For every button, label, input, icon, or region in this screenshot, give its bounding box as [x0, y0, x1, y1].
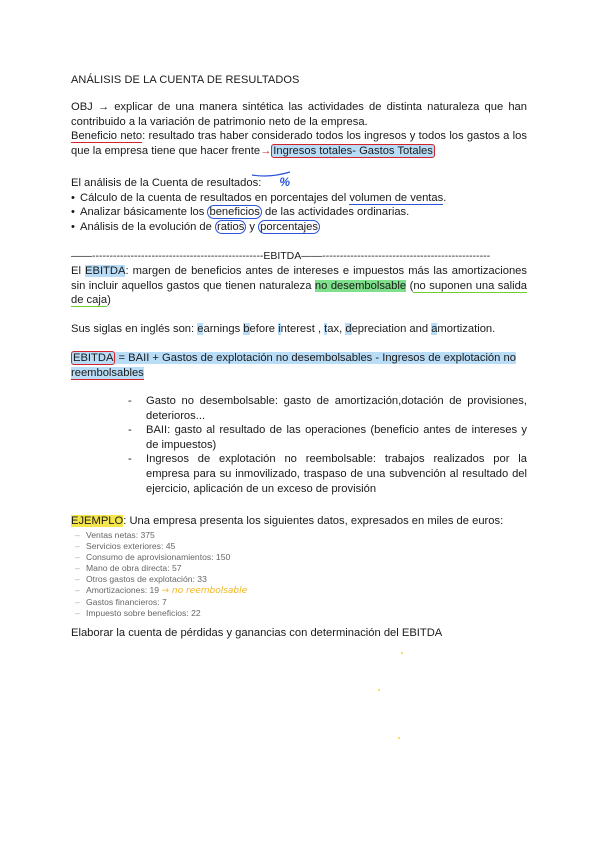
- letter-a: a: [431, 323, 438, 335]
- ebitda-formula: [71, 351, 527, 380]
- beneficio-neto-definition: : resultado tras haber considerado todos los ingresos y todos los gastos a los que la empresa tiene que hacer frente: [71, 130, 527, 157]
- ebitda-divider: [71, 249, 527, 264]
- data-item: – Servicios exteriores: 45: [75, 541, 247, 552]
- beneficio-formula: Ingresos totales- Gastos Totales: [273, 144, 433, 157]
- bullet-1-end: .: [443, 191, 447, 204]
- letter-i: i: [278, 323, 281, 335]
- word-tax: ax,: [327, 323, 346, 335]
- ebitda-definition: [71, 264, 527, 308]
- ink-dot: [401, 652, 403, 654]
- siglas-line: [71, 322, 527, 337]
- objective-paragraph: [71, 100, 527, 158]
- bullet-2-text: Analizar básicamente los: [80, 206, 208, 219]
- analisis-heading: El análisis de la Cuenta de resultados:: [71, 177, 262, 189]
- ebitda-term: EBITDA: [85, 265, 126, 277]
- formula-ebitda-term: EBITDA: [73, 352, 114, 364]
- amortizaciones-text: Amortizaciones: 19: [86, 585, 160, 595]
- ejemplo-text: : Una empresa presenta los siguientes datos, expresados en miles de euros:: [123, 515, 504, 527]
- divider-label: EBITDA: [263, 250, 302, 262]
- analisis-bullet-3: [71, 220, 527, 235]
- page-title: ANÁLISIS DE LA CUENTA DE RESULTADOS: [71, 74, 300, 86]
- bullet-1-text: Cálculo de la cuenta de resultados en porcentajes del: [80, 191, 350, 204]
- data-item: – Mano de obra directa: 57: [75, 563, 247, 574]
- letter-e: e: [197, 323, 204, 335]
- percent-mark-icon: %: [279, 175, 290, 189]
- data-item: – Ventas netas: 375: [75, 530, 247, 541]
- word-earnings: arnings: [203, 323, 244, 335]
- definitions-list: [128, 394, 527, 496]
- bullet-3-mid: y: [246, 220, 259, 233]
- ejemplo-data-list: [75, 530, 247, 619]
- handwritten-note: → no reembolsable: [161, 586, 248, 596]
- paren-close: ): [107, 294, 111, 307]
- ink-dot: [398, 737, 400, 739]
- analisis-bullet-2: [71, 205, 527, 220]
- volumen-ventas-text: volumen de ventas: [349, 191, 444, 204]
- porcentajes-text: porcentajes: [260, 220, 318, 233]
- formula-body: BAII + Gastos de explotación no desembolsables - Ingresos de explotación no: [128, 352, 516, 364]
- word-amortization: mortization.: [437, 323, 496, 335]
- ejemplo-label: EJEMPLO: [71, 515, 124, 527]
- divider-right: ——------------------------------------------------: [301, 250, 491, 262]
- word-depreciation: epreciation and: [351, 323, 432, 335]
- letter-t: t: [324, 323, 328, 335]
- ebitda-def-text: : margen de beneficios antes de intereses e impuestos más las amortizaciones sin incluir aquellos gastos que tienen naturaleza: [71, 265, 527, 292]
- data-item: – Impuesto sobre beneficios: 22: [75, 608, 247, 619]
- no-desembolsable-highlight: no desembolsable: [314, 279, 407, 292]
- formula-body-end: reembolsables: [71, 366, 144, 379]
- ejemplo-heading: [71, 514, 527, 529]
- word-interest: nterest ,: [280, 323, 325, 335]
- letter-d: d: [345, 323, 352, 335]
- red-arrow-icon: →: [260, 144, 272, 157]
- data-item: – Gastos financieros: 7: [75, 597, 247, 608]
- siglas-pre: Sus siglas en inglés son:: [71, 323, 198, 335]
- ink-dot: [378, 689, 380, 691]
- letter-b: b: [243, 323, 250, 335]
- data-item: [75, 585, 247, 597]
- ebitda-def-pre: El: [71, 265, 86, 277]
- beneficios-text: beneficios: [209, 206, 260, 219]
- bullet-2-end: de las actividades ordinarias.: [261, 206, 410, 219]
- paren-open: (: [406, 279, 414, 292]
- ratios-text: ratios: [216, 220, 245, 233]
- data-item: – Consumo de aprovisionamientos: 150: [75, 552, 247, 563]
- bullet-3-text: Análisis de la evolución de: [80, 220, 215, 233]
- formula-equals: =: [115, 352, 129, 364]
- divider-left: ——-------------------------------------------------: [71, 250, 264, 262]
- analisis-bullet-1: [71, 191, 527, 206]
- objective-text: OBJ → explicar de una manera sintética las actividades de distinta naturaleza que han contribuido a la variación de patrimonio neto de la empresa.: [71, 101, 527, 128]
- beneficio-neto-term: Beneficio neto: [71, 130, 143, 143]
- word-before: efore: [249, 323, 279, 335]
- definition-item: - Gasto no desembolsable: gasto de amortización,dotación de provisiones, deterioros...: [128, 394, 527, 423]
- analisis-section: [71, 175, 527, 234]
- definition-item: - BAII: gasto al resultado de las operaciones (beneficio antes de intereses y de impuestos): [128, 423, 527, 452]
- no-salida-caja-note: no suponen una salida de caja: [71, 279, 528, 307]
- definition-item: - Ingresos de explotación no reembolsable: trabajos realizados por la empresa para su inmovilizado, traspaso de una subvención al resultado del ejercicio, aplicación de un exceso de provisión: [128, 452, 527, 496]
- data-item: – Otros gastos de explotación: 33: [75, 574, 247, 585]
- final-instruction: Elaborar la cuenta de pérdidas y ganancias con determinación del EBITDA: [71, 627, 443, 639]
